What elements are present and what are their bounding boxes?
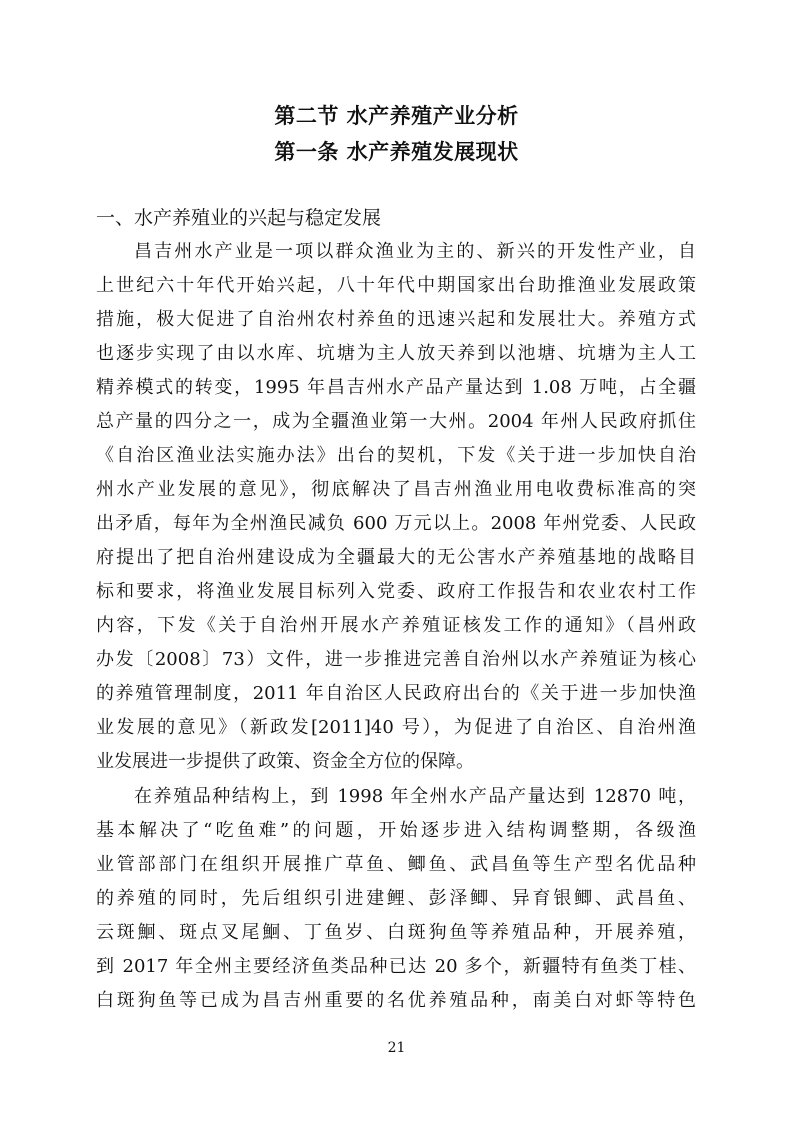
paragraph-line: 州水产业发展的意见》，彻底解决了昌吉州渔业用电收费标准高的突 bbox=[96, 479, 696, 500]
paragraph-line: 在养殖品种结构上，到 1998 年全州水产品产量达到 12870 吨， bbox=[134, 786, 696, 807]
paragraph-line: 府提出了把自治州建设成为全疆最大的无公害水产养殖基地的战略目 bbox=[96, 547, 696, 568]
paragraph-1 bbox=[96, 235, 696, 779]
paragraph-line: 云斑鮰、斑点叉尾鮰、丁鱼岁、白斑狗鱼等养殖品种，开展养殖， bbox=[96, 922, 696, 943]
paragraph-line: 业发展进一步提供了政策、资金全方位的保障。 bbox=[96, 751, 474, 772]
paragraph-line: 业管部部门在组织开展推广草鱼、鲫鱼、武昌鱼等生产型名优品种 bbox=[96, 854, 696, 875]
paragraph-line: 也逐步实现了由以水库、坑塘为主人放天养到以池塘、坑塘为主人工 bbox=[96, 343, 696, 364]
paragraph-line: 出矛盾，每年为全州渔民减负 600 万元以上。2008 年州党委、人民政 bbox=[96, 513, 696, 534]
paragraph-2 bbox=[96, 780, 696, 1018]
paragraph-line: 到 2017 年全州主要经济鱼类品种已达 20 多个，新疆特有鱼类丁桂、 bbox=[96, 956, 696, 977]
section-title: 第二节 水产养殖产业分析 bbox=[274, 104, 519, 128]
paragraph-line: 的养殖的同时，先后组织引进建鲤、彭泽鲫、异育银鲫、武昌鱼、 bbox=[96, 888, 696, 909]
paragraph-line: 上世纪六十年代开始兴起，八十年代中期国家出台助推渔业发展政策 bbox=[96, 275, 696, 296]
paragraph-line: 基本解决了“吃鱼难”的问题，开始逐步进入结构调整期，各级渔 bbox=[96, 820, 696, 841]
article-title: 第一条 水产养殖发展现状 bbox=[274, 140, 519, 164]
paragraph-line: 《自治区渔业法实施办法》出台的契机，下发《关于进一步加快自治 bbox=[96, 445, 696, 466]
paragraph-line: 业发展的意见》（新政发[2011]40 号），为促进了自治区、自治州渔 bbox=[96, 717, 696, 738]
paragraph-line: 措施，极大促进了自治州农村养鱼的迅速兴起和发展壮大。养殖方式 bbox=[96, 309, 696, 330]
paragraph-line: 标和要求，将渔业发展目标列入党委、政府工作报告和农业农村工作 bbox=[96, 581, 696, 602]
paragraph-line: 总产量的四分之一，成为全疆渔业第一大州。2004 年州人民政府抓住 bbox=[96, 411, 696, 432]
subsection-heading: 一、水产养殖业的兴起与稳定发展 bbox=[96, 207, 382, 229]
paragraph-line: 白斑狗鱼等已成为昌吉州重要的名优养殖品种，南美白对虾等特色 bbox=[96, 990, 696, 1011]
paragraph-line: 昌吉州水产业是一项以群众渔业为主的、新兴的开发性产业，自 bbox=[134, 241, 696, 262]
paragraph-line: 的养殖管理制度，2011 年自治区人民政府出台的《关于进一步加快渔 bbox=[96, 683, 696, 704]
paragraph-line: 内容，下发《关于自治州开展水产养殖证核发工作的通知》（昌州政 bbox=[96, 615, 696, 636]
paragraph-line: 办发〔2008〕73）文件，进一步推进完善自治州以水产养殖证为核心 bbox=[96, 649, 696, 670]
page-number: 21 bbox=[387, 1040, 406, 1056]
paragraph-line: 精养模式的转变，1995 年昌吉州水产品产量达到 1.08 万吨，占全疆 bbox=[96, 377, 696, 398]
